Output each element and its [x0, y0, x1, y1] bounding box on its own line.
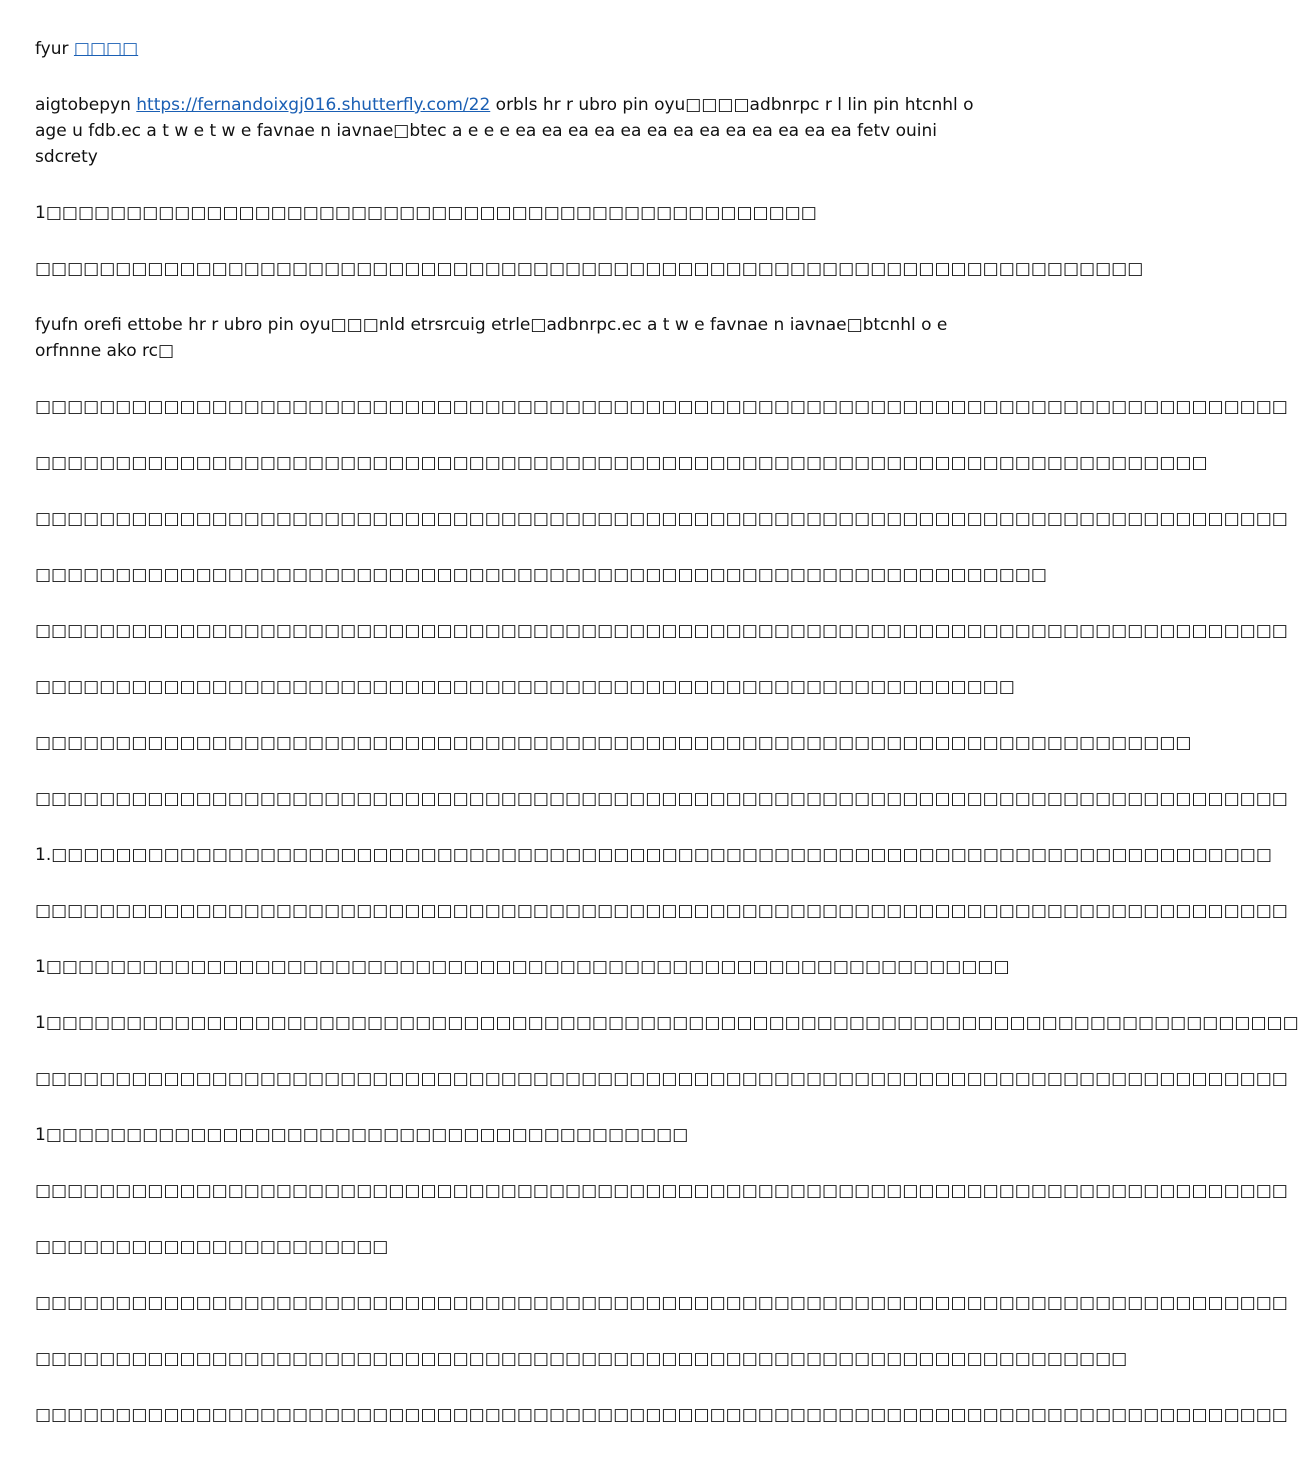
intro-before-link: aigtobepyn	[35, 95, 131, 115]
text-line-10: □□□□□□□□□□□□□□□□□□□□□□□□□□□□□□□□□□□□□□□□□□□□□□□□□□□□□□□□□□□□□□□□□□□□□□□□	[35, 733, 1192, 753]
header-line	[35, 36, 991, 62]
text-line-13: □□□□□□□□□□□□□□□□□□□□□□□□□□□□□□□□□□□□□□□□□□□□□□□□□□□□□□□□□□□□□□□□□□□□□□□□□□□□□□	[35, 901, 1288, 921]
text-line-21: □□□□□□□□□□□□□□□□□□□□□□□□□□□□□□□□□□□□□□□□□□□□□□□□□□□□□□□□□□□□□□□□□□□□	[35, 1349, 1128, 1369]
text-line-1: 1□□□□□□□□□□□□□□□□□□□□□□□□□□□□□□□□□□□□□□□□□□□□□□□□	[35, 203, 817, 223]
text-line-9: □□□□□□□□□□□□□□□□□□□□□□□□□□□□□□□□□□□□□□□□□□□□□□□□□□□□□□□□□□□□□	[35, 677, 1015, 697]
header-prefix: fyur	[35, 39, 69, 59]
text-line-11: □□□□□□□□□□□□□□□□□□□□□□□□□□□□□□□□□□□□□□□□□□□□□□□□□□□□□□□□□□□□□□□□□□□□□□□□□□□□□□	[35, 789, 1288, 809]
header-link[interactable]: □□□□	[73, 39, 139, 59]
text-line-2: □□□□□□□□□□□□□□□□□□□□□□□□□□□□□□□□□□□□□□□□□□□□□□□□□□□□□□□□□□□□□□□□□□□□□	[35, 259, 1144, 279]
text-line-3: fyufn orefi ettobe hr r ubro pin oyu□□□nld etrsrcuig etrle□adbnrpc.ec a t w e favnae n iavnae□btcnhl o e orfnnne ako rc□	[35, 315, 948, 361]
text-line-19: □□□□□□□□□□□□□□□□□□□□□□	[35, 1237, 389, 1257]
text-line-18: □□□□□□□□□□□□□□□□□□□□□□□□□□□□□□□□□□□□□□□□□□□□□□□□□□□□□□□□□□□□□□□□□□□□□□□□□□□□□□	[35, 1181, 1288, 1201]
text-line-6: □□□□□□□□□□□□□□□□□□□□□□□□□□□□□□□□□□□□□□□□□□□□□□□□□□□□□□□□□□□□□□□□□□□□□□□□□□□□□□	[35, 509, 1288, 529]
intro-after-link: orbls hr r ubro pin oyu□□□□adbnrpc r l lin pin htcnhl o age u fdb.ec a t w e t w e favnae n iavnae□btec a e e e ea ea ea ea ea ea ea ea ea ea ea ea ea fetv ouini sdcrety	[35, 95, 974, 167]
text-line-20: □□□□□□□□□□□□□□□□□□□□□□□□□□□□□□□□□□□□□□□□□□□□□□□□□□□□□□□□□□□□□□□□□□□□□□□□□□□□□□	[35, 1293, 1288, 1313]
document-body	[35, 36, 1299, 1458]
text-line-5: □□□□□□□□□□□□□□□□□□□□□□□□□□□□□□□□□□□□□□□□□□□□□□□□□□□□□□□□□□□□□□□□□□□□□□□□□	[35, 453, 1208, 473]
text-line-8: □□□□□□□□□□□□□□□□□□□□□□□□□□□□□□□□□□□□□□□□□□□□□□□□□□□□□□□□□□□□□□□□□□□□□□□□□□□□□□	[35, 621, 1288, 641]
text-line-4: □□□□□□□□□□□□□□□□□□□□□□□□□□□□□□□□□□□□□□□□□□□□□□□□□□□□□□□□□□□□□□□□□□□□□□□□□□□□□□	[35, 397, 1288, 417]
text-line-7: □□□□□□□□□□□□□□□□□□□□□□□□□□□□□□□□□□□□□□□□□□□□□□□□□□□□□□□□□□□□□□□	[35, 565, 1047, 585]
text-line-15: 1□□□□□□□□□□□□□□□□□□□□□□□□□□□□□□□□□□□□□□□□□□□□□□□□□□□□□□□□□□□□□□□□□□□□□□□□□□□□□□	[35, 1013, 1299, 1033]
text-line-12: 1.□□□□□□□□□□□□□□□□□□□□□□□□□□□□□□□□□□□□□□□□□□□□□□□□□□□□□□□□□□□□□□□□□□□□□□□□□□□□	[35, 845, 1272, 865]
text-line-16: □□□□□□□□□□□□□□□□□□□□□□□□□□□□□□□□□□□□□□□□□□□□□□□□□□□□□□□□□□□□□□□□□□□□□□□□□□□□□□	[35, 1069, 1288, 1089]
text-line-17: 1□□□□□□□□□□□□□□□□□□□□□□□□□□□□□□□□□□□□□□□□	[35, 1125, 689, 1145]
shutterfly-link[interactable]: https://fernandoixgj016.shutterfly.com/22	[136, 95, 491, 115]
text-line-22: □□□□□□□□□□□□□□□□□□□□□□□□□□□□□□□□□□□□□□□□□□□□□□□□□□□□□□□□□□□□□□□□□□□□□□□□□□□□□□	[35, 1405, 1288, 1425]
intro-paragraph	[35, 92, 991, 170]
text-line-14: 1□□□□□□□□□□□□□□□□□□□□□□□□□□□□□□□□□□□□□□□□□□□□□□□□□□□□□□□□□□□□	[35, 957, 1010, 977]
